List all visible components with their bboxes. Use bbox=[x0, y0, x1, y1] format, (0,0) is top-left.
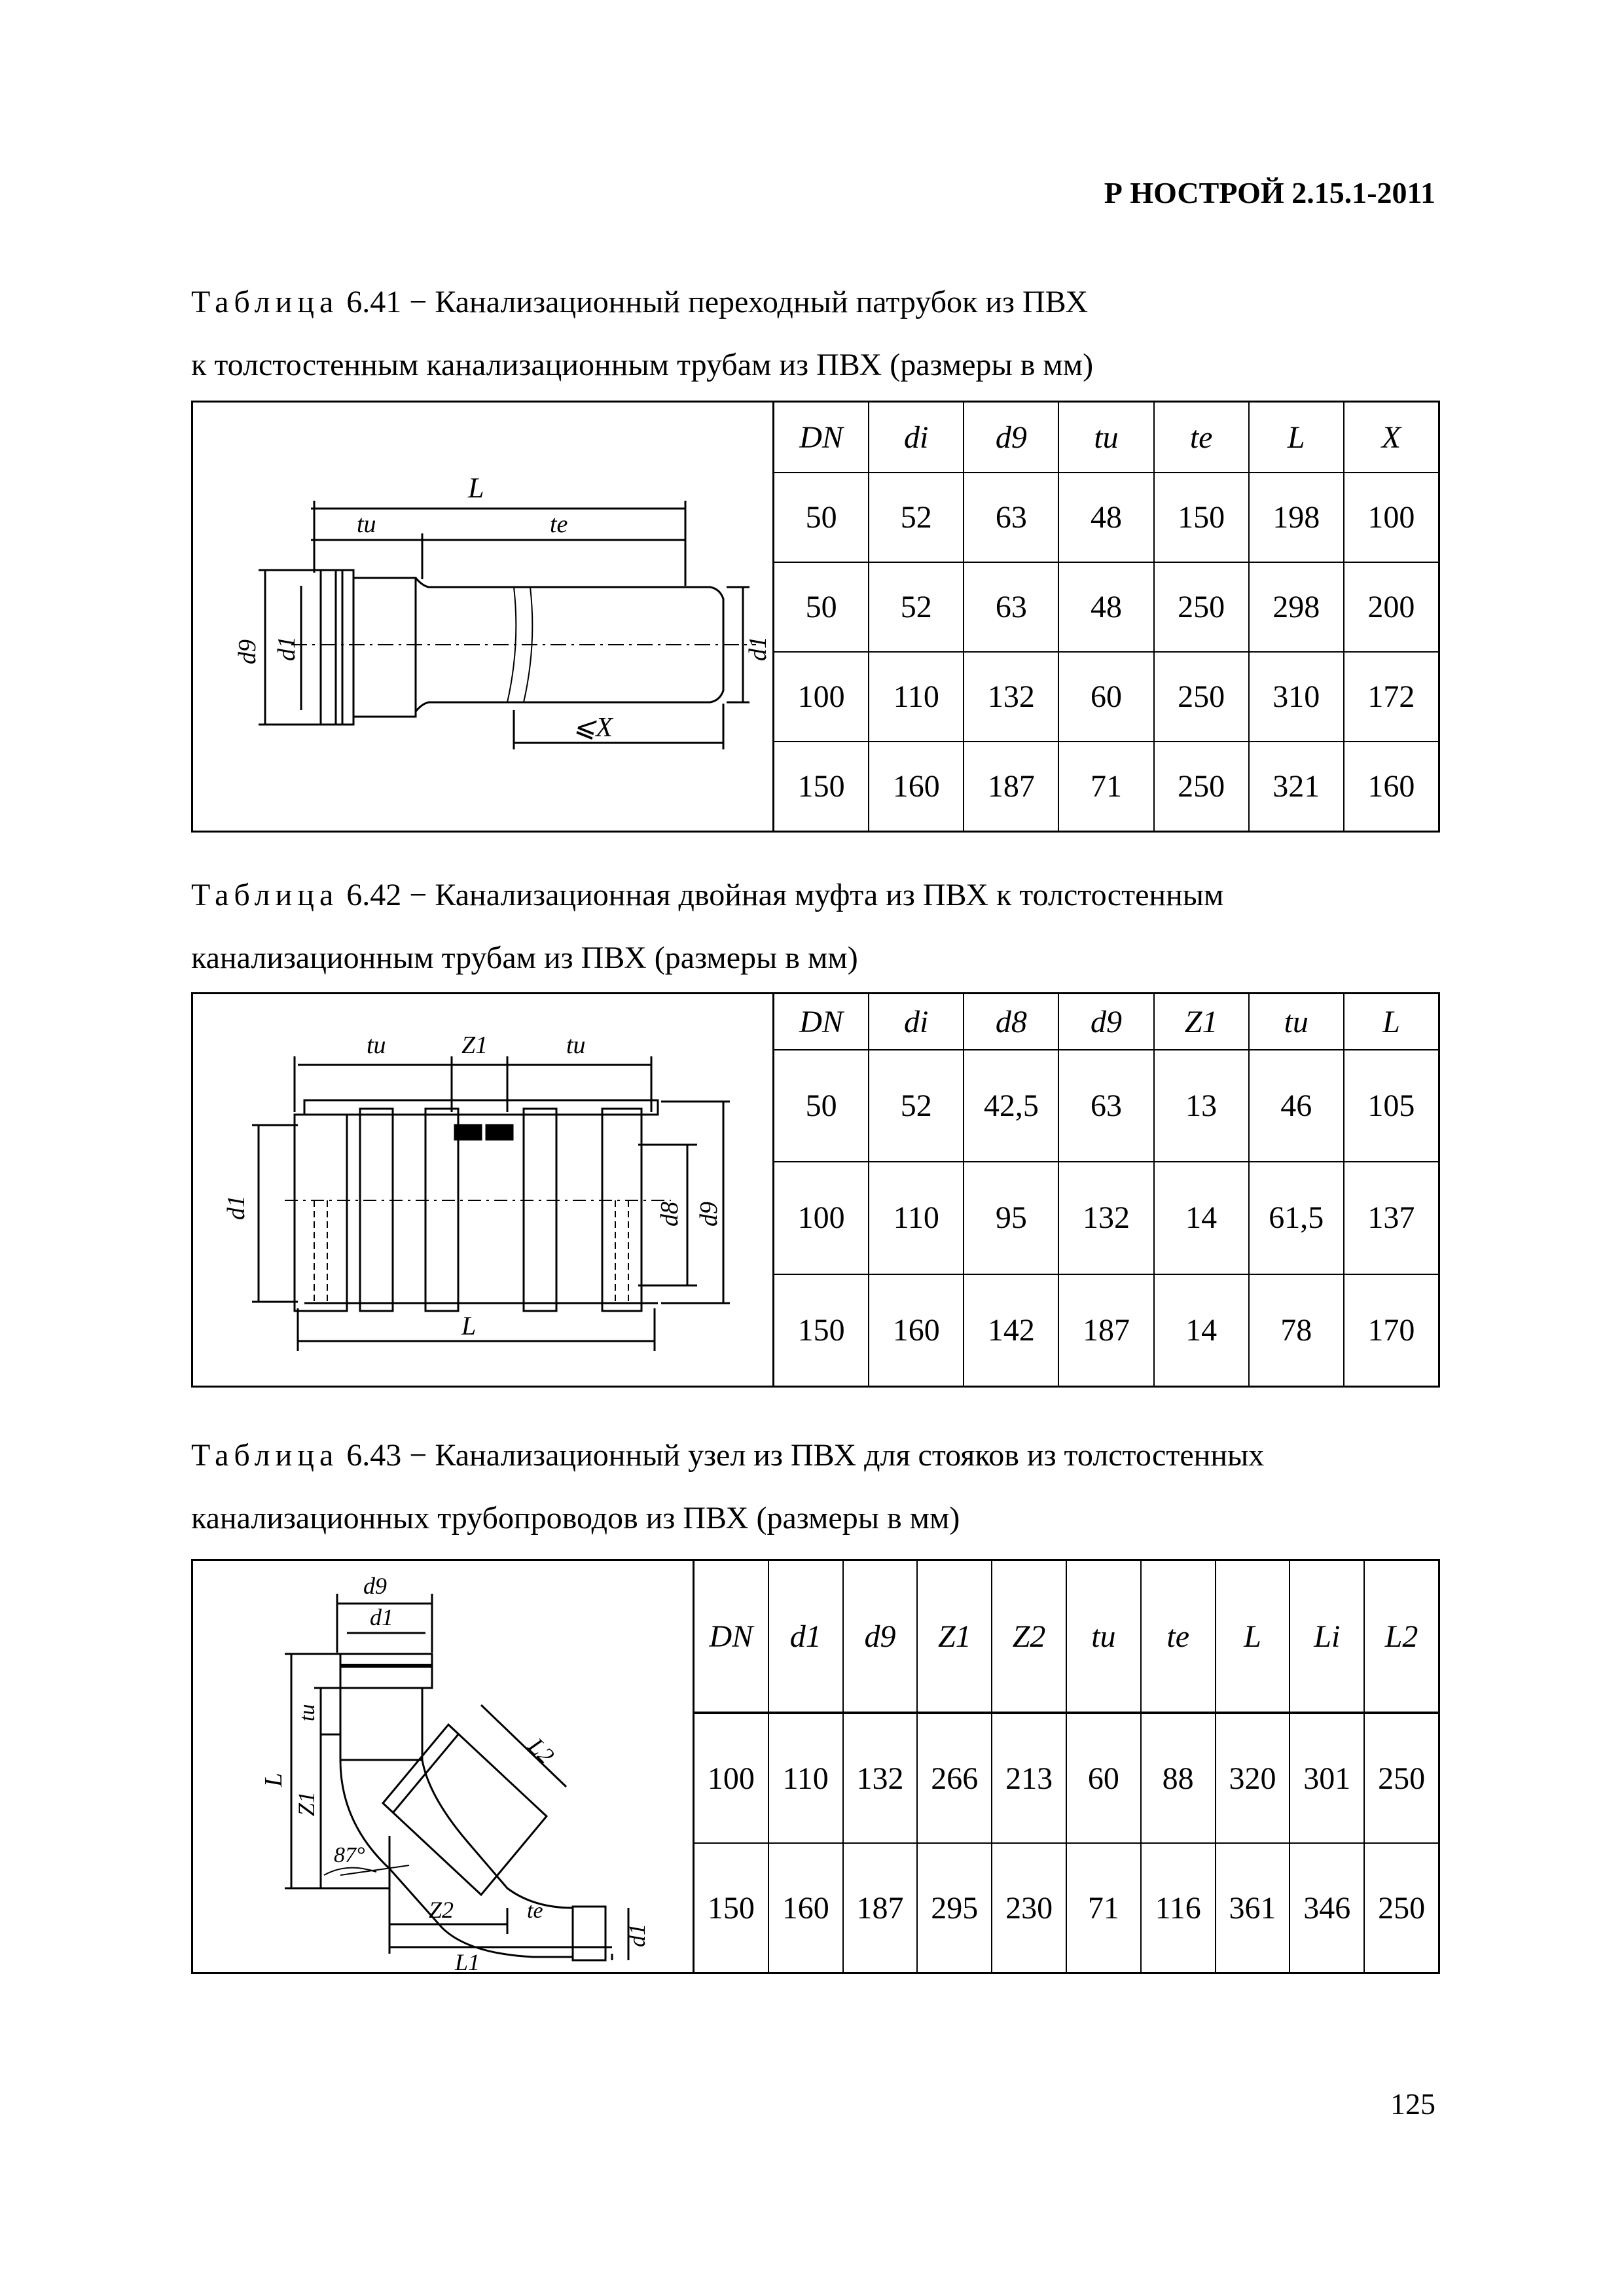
caption-title: 6.42 − Канализационная двойная муфта из ПВХ к толстостенным bbox=[338, 878, 1224, 912]
table-cell: 361 bbox=[1215, 1844, 1290, 1972]
table-cell: 132 bbox=[963, 653, 1058, 741]
document-header: Р НОСТРОЙ 2.15.1-2011 bbox=[1104, 176, 1435, 209]
caption-lead: Таблица bbox=[191, 285, 339, 319]
table-cell: 50 bbox=[805, 590, 837, 624]
table-cell: 187 bbox=[963, 742, 1058, 831]
table-cell: 250 bbox=[1153, 563, 1248, 651]
label-tu: tu bbox=[295, 1704, 319, 1721]
label-x: ⩽X bbox=[573, 713, 613, 743]
header-cell: L2 bbox=[1363, 1561, 1438, 1712]
figure-riser-node bbox=[193, 1561, 695, 1972]
table-cell: 50 bbox=[805, 500, 837, 535]
table-cell: 52 bbox=[868, 1050, 963, 1161]
table-cell: 150 bbox=[707, 1890, 755, 1926]
label-z1: Z1 bbox=[293, 1791, 319, 1816]
table-cell: 52 bbox=[868, 473, 963, 562]
table-cell: 150 bbox=[797, 769, 845, 804]
table-cell: 160 bbox=[868, 1275, 963, 1386]
header-cell: te bbox=[1140, 1561, 1215, 1712]
table-cell: 250 bbox=[1363, 1844, 1438, 1972]
table-cell: 100 bbox=[797, 1200, 845, 1236]
caption-title: 6.41 − Канализационный переходный патрубок из ПВХ bbox=[338, 285, 1089, 319]
table-cell: 88 bbox=[1140, 1714, 1215, 1842]
label-z2: Z2 bbox=[429, 1897, 454, 1923]
table-cell: 160 bbox=[868, 742, 963, 831]
label-d9: d9 bbox=[363, 1573, 387, 1599]
table-cell: 132 bbox=[1058, 1162, 1153, 1273]
table-cell: 266 bbox=[916, 1714, 991, 1842]
table-cell: 346 bbox=[1289, 1844, 1363, 1972]
table-caption-6-41 bbox=[191, 271, 1435, 397]
label-d1-right: d1 bbox=[744, 636, 772, 661]
table-cell: 14 bbox=[1153, 1162, 1248, 1273]
table-cell: 71 bbox=[1066, 1844, 1140, 1972]
caption-line2: канализационных трубопроводов из ПВХ (размеры в мм) bbox=[191, 1501, 960, 1535]
riser-node-drawing bbox=[193, 1561, 693, 1972]
table-cell: 198 bbox=[1248, 473, 1343, 562]
label-te: te bbox=[550, 511, 568, 538]
table-cell: 78 bbox=[1248, 1275, 1343, 1386]
table-cell: 110 bbox=[768, 1714, 842, 1842]
header-cell: d9 bbox=[842, 1561, 917, 1712]
header-cell: tu bbox=[1248, 994, 1343, 1049]
header-cell: L bbox=[1343, 994, 1438, 1049]
header-cell: di bbox=[868, 994, 963, 1049]
table-cell: 250 bbox=[1363, 1714, 1438, 1842]
table-cell: 63 bbox=[963, 473, 1058, 562]
table-row bbox=[774, 1161, 1438, 1273]
table-row bbox=[774, 651, 1438, 741]
header-cell: L bbox=[1215, 1561, 1290, 1712]
table-cell: 110 bbox=[868, 653, 963, 741]
label-d8: d8 bbox=[656, 1202, 683, 1227]
table-grid bbox=[695, 1561, 1438, 1972]
header-row bbox=[695, 1561, 1438, 1713]
table-cell: 71 bbox=[1058, 742, 1153, 831]
table-cell: 160 bbox=[768, 1844, 842, 1972]
header-cell: Z2 bbox=[991, 1561, 1066, 1712]
table-grid bbox=[774, 403, 1438, 831]
table-cell: 321 bbox=[1248, 742, 1343, 831]
table-cell: 170 bbox=[1343, 1275, 1438, 1386]
table-row bbox=[774, 1274, 1438, 1386]
figure-double-coupling bbox=[193, 994, 774, 1386]
label-d1: d1 bbox=[223, 1195, 250, 1220]
header-cell: Li bbox=[1289, 1561, 1363, 1712]
table-row bbox=[774, 472, 1438, 562]
table-cell: 105 bbox=[1343, 1050, 1438, 1161]
header-cell: te bbox=[1153, 403, 1248, 472]
table-cell: 301 bbox=[1289, 1714, 1363, 1842]
header-cell: di bbox=[868, 403, 963, 472]
table-cell: 250 bbox=[1153, 742, 1248, 831]
label-tu: tu bbox=[357, 511, 376, 538]
table-caption-6-43 bbox=[191, 1424, 1435, 1550]
table-6-42 bbox=[191, 992, 1440, 1388]
table-cell: 50 bbox=[805, 1088, 837, 1124]
caption-line2: к толстостенным канализационным трубам из ПВХ (размеры в мм) bbox=[191, 348, 1094, 382]
table-cell: 61,5 bbox=[1248, 1162, 1343, 1273]
table-cell: 95 bbox=[963, 1162, 1058, 1273]
header-cell: Z1 bbox=[916, 1561, 991, 1712]
table-cell: 48 bbox=[1058, 563, 1153, 651]
table-cell: 14 bbox=[1153, 1275, 1248, 1386]
header-cell: DN bbox=[799, 1004, 843, 1039]
table-cell: 187 bbox=[1058, 1275, 1153, 1386]
header-cell: d9 bbox=[963, 403, 1058, 472]
caption-line2: канализационным трубам из ПВХ (размеры в мм) bbox=[191, 941, 858, 975]
table-cell: 63 bbox=[963, 563, 1058, 651]
table-cell: 298 bbox=[1248, 563, 1343, 651]
figure-transition-pipe bbox=[193, 403, 774, 831]
table-cell: 132 bbox=[842, 1714, 917, 1842]
table-cell: 137 bbox=[1343, 1162, 1438, 1273]
table-cell: 230 bbox=[991, 1844, 1066, 1972]
table-6-43 bbox=[191, 1559, 1440, 1974]
table-cell: 60 bbox=[1058, 653, 1153, 741]
header-row bbox=[774, 403, 1438, 472]
label-z1: Z1 bbox=[461, 1031, 488, 1059]
header-cell: X bbox=[1343, 403, 1438, 472]
label-L: L bbox=[468, 472, 484, 504]
double-coupling-drawing bbox=[193, 994, 772, 1386]
table-cell: 213 bbox=[991, 1714, 1066, 1842]
label-tu-right: tu bbox=[566, 1031, 586, 1059]
label-d1-left: d1 bbox=[273, 636, 300, 661]
header-cell: d8 bbox=[963, 994, 1058, 1049]
table-cell: 60 bbox=[1066, 1714, 1140, 1842]
caption-title: 6.43 − Канализационный узел из ПВХ для стояков из толстостенных bbox=[338, 1438, 1265, 1473]
table-cell: 52 bbox=[868, 563, 963, 651]
table-row bbox=[774, 562, 1438, 651]
label-l2: L2 bbox=[523, 1732, 560, 1769]
label-tu-left: tu bbox=[367, 1031, 386, 1059]
table-cell: 150 bbox=[1153, 473, 1248, 562]
header-row bbox=[774, 994, 1438, 1049]
table-row bbox=[774, 741, 1438, 831]
table-cell: 63 bbox=[1058, 1050, 1153, 1161]
table-cell: 250 bbox=[1153, 653, 1248, 741]
table-cell: 142 bbox=[963, 1275, 1058, 1386]
table-cell: 100 bbox=[1343, 473, 1438, 562]
header-cell: tu bbox=[1066, 1561, 1140, 1712]
header-cell: d1 bbox=[768, 1561, 842, 1712]
table-cell: 295 bbox=[916, 1844, 991, 1972]
table-cell: 150 bbox=[797, 1312, 845, 1348]
table-cell: 310 bbox=[1248, 653, 1343, 741]
table-cell: 13 bbox=[1153, 1050, 1248, 1161]
table-cell: 187 bbox=[842, 1844, 917, 1972]
table-cell: 110 bbox=[868, 1162, 963, 1273]
header-cell: DN bbox=[709, 1619, 753, 1654]
table-row bbox=[695, 1842, 1438, 1972]
label-l1: L1 bbox=[455, 1949, 480, 1972]
header-cell: tu bbox=[1058, 403, 1153, 472]
caption-lead: Таблица bbox=[191, 878, 339, 912]
header-cell: Z1 bbox=[1153, 994, 1248, 1049]
table-cell: 200 bbox=[1343, 563, 1438, 651]
table-6-41 bbox=[191, 401, 1440, 833]
label-d1-top: d1 bbox=[370, 1604, 393, 1630]
header-cell: d9 bbox=[1058, 994, 1153, 1049]
table-cell: 116 bbox=[1140, 1844, 1215, 1972]
table-cell: 160 bbox=[1343, 742, 1438, 831]
label-te: te bbox=[527, 1899, 543, 1923]
label-d9: d9 bbox=[234, 639, 261, 664]
label-L: L bbox=[260, 1772, 287, 1787]
page-number: 125 bbox=[1390, 2087, 1435, 2121]
table-row bbox=[695, 1713, 1438, 1842]
table-caption-6-42 bbox=[191, 864, 1435, 990]
label-L: L bbox=[461, 1311, 477, 1340]
label-d9: d9 bbox=[695, 1202, 723, 1227]
label-angle: 87° bbox=[334, 1843, 365, 1867]
label-d1-right: d1 bbox=[624, 1924, 650, 1947]
header-cell: DN bbox=[799, 420, 843, 455]
table-cell: 100 bbox=[707, 1761, 755, 1796]
header-cell: L bbox=[1248, 403, 1343, 472]
table-cell: 100 bbox=[797, 679, 845, 714]
table-cell: 320 bbox=[1215, 1714, 1290, 1842]
caption-lead: Таблица bbox=[191, 1438, 339, 1473]
table-cell: 46 bbox=[1248, 1050, 1343, 1161]
table-cell: 172 bbox=[1343, 653, 1438, 741]
table-cell: 42,5 bbox=[963, 1050, 1058, 1161]
transition-pipe-drawing bbox=[193, 403, 772, 831]
table-grid bbox=[774, 994, 1438, 1386]
table-row bbox=[774, 1049, 1438, 1161]
table-cell: 48 bbox=[1058, 473, 1153, 562]
